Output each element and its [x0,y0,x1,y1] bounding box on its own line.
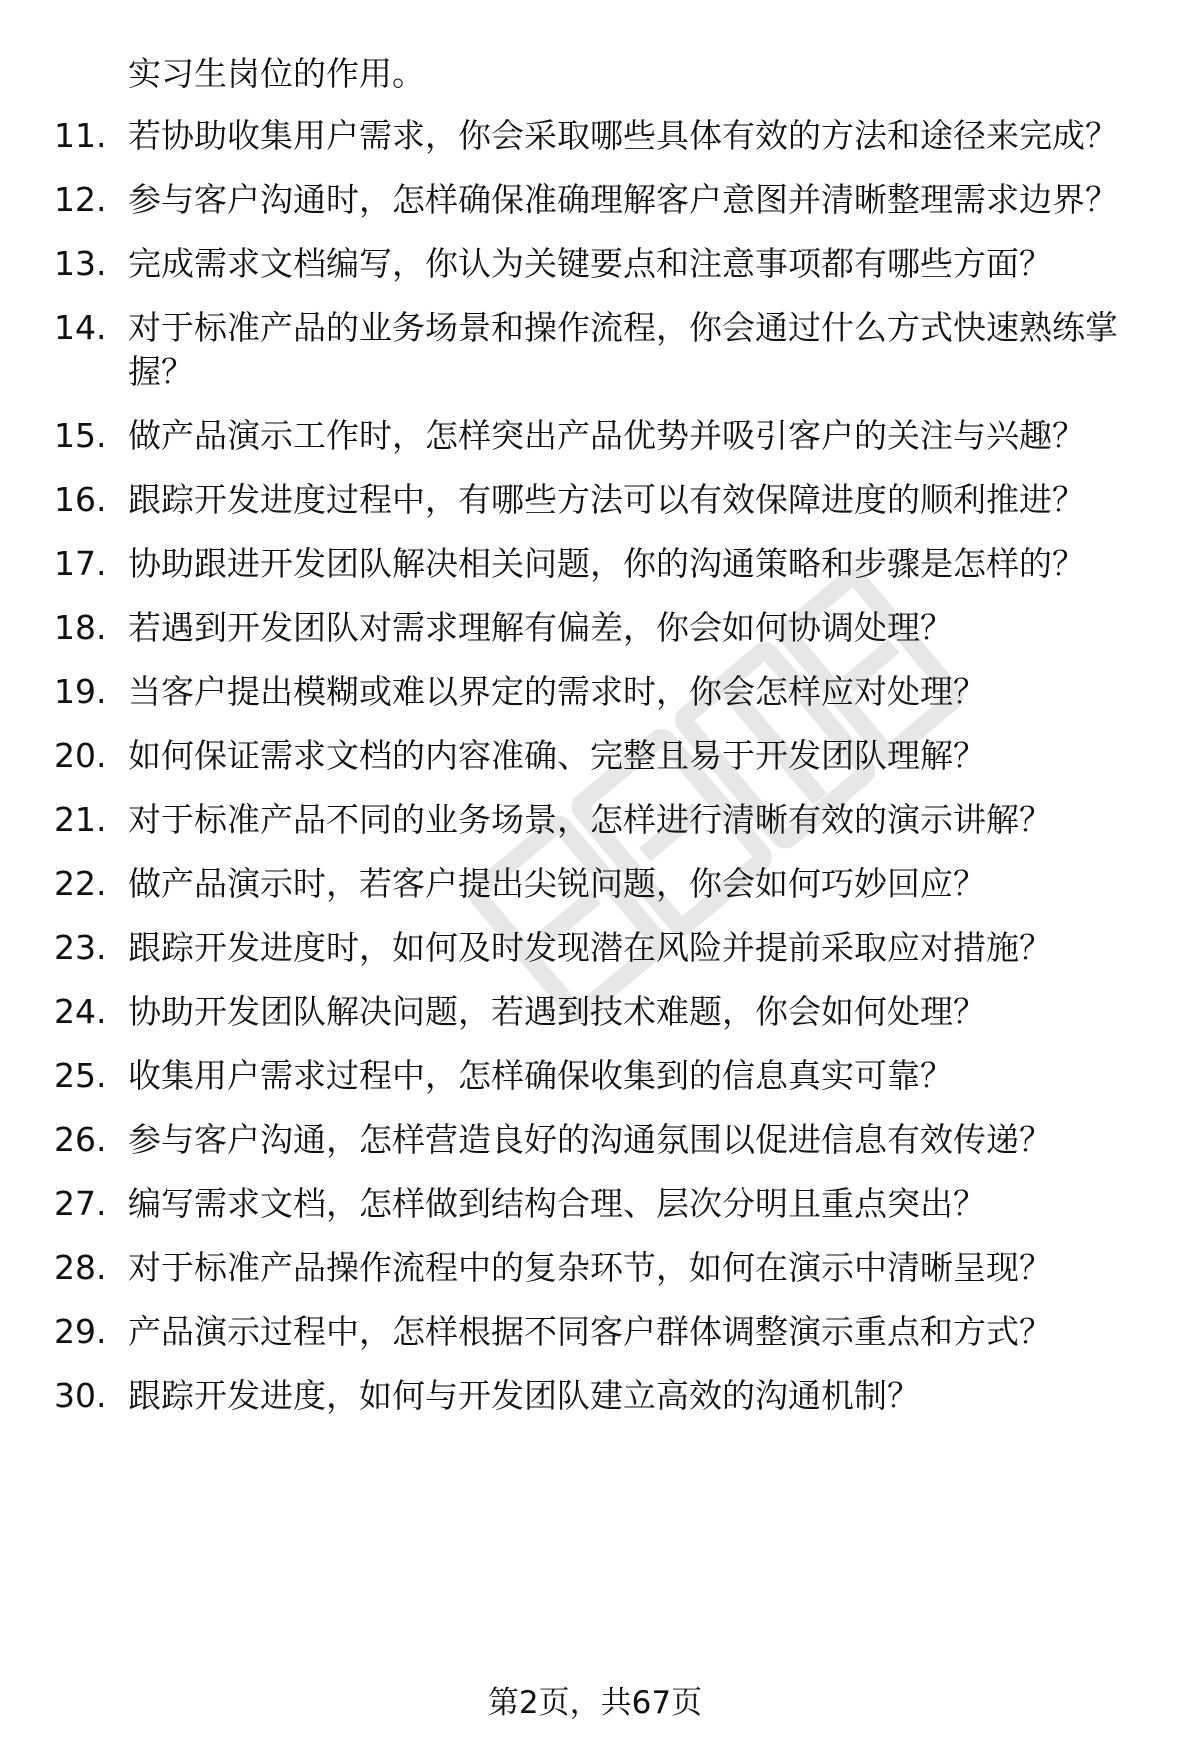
question-number: 20. [54,736,107,775]
question-item [54,1054,1144,1098]
question-text: 对于标准产品的业务场景和操作流程，你会通过什么方式快速熟练掌握？ [128,308,1118,391]
question-text: 对于标准产品操作流程中的复杂环节，如何在演示中清晰呈现？ [128,1248,1052,1287]
question-item [54,862,1144,906]
question-number: 23. [54,928,107,967]
question-text: 当客户提出模糊或难以界定的需求时，你会怎样应对处理？ [128,672,986,711]
question-number: 30. [54,1376,107,1415]
question-number: 14. [54,308,107,347]
question-item [54,990,1144,1034]
question-number: 21. [54,800,107,839]
question-text: 做产品演示工作时，怎样突出产品优势并吸引客户的关注与兴趣？ [128,416,1085,455]
question-text: 跟踪开发进度，如何与开发团队建立高效的沟通机制？ [128,1376,920,1415]
question-text: 若遇到开发团队对需求理解有偏差，你会如何协调处理？ [128,608,953,647]
page-indicator: 第2页，共67页 [487,1685,703,1721]
question-number: 26. [54,1120,107,1159]
question-item [54,478,1144,522]
question-text: 参与客户沟通，怎样营造良好的沟通氛围以促进信息有效传递？ [128,1120,1052,1159]
question-item [54,178,1144,222]
question-item [54,1246,1144,1290]
question-item [54,734,1144,778]
question-number: 18. [54,608,107,647]
continuation-text: 实习生岗位的作用。 [128,54,425,93]
question-text: 若协助收集用户需求，你会采取哪些具体有效的方法和途径来完成？ [128,116,1118,155]
question-item [54,926,1144,970]
question-text: 参与客户沟通时，怎样确保准确理解客户意图并清晰整理需求边界？ [128,180,1118,219]
question-item [54,1310,1144,1354]
question-text: 产品演示过程中，怎样根据不同客户群体调整演示重点和方式？ [128,1312,1052,1351]
question-text: 编写需求文档，怎样做到结构合理、层次分明且重点突出？ [128,1184,986,1223]
question-number: 15. [54,416,107,455]
question-text: 协助跟进开发团队解决相关问题，你的沟通策略和步骤是怎样的？ [128,544,1085,583]
question-item [54,670,1144,714]
question-item [54,542,1144,586]
question-number: 28. [54,1248,107,1287]
question-number: 24. [54,992,107,1031]
question-item [54,1182,1144,1226]
question-item [54,242,1144,286]
question-item [54,1374,1144,1418]
question-number: 16. [54,480,107,519]
question-item [54,1118,1144,1162]
question-number: 22. [54,864,107,903]
question-number: 29. [54,1312,107,1351]
question-text: 完成需求文档编写，你认为关键要点和注意事项都有哪些方面？ [128,244,1052,283]
question-number: 12. [54,180,107,219]
question-list [54,114,1144,1438]
question-number: 17. [54,544,107,583]
question-text: 对于标准产品不同的业务场景，怎样进行清晰有效的演示讲解？ [128,800,1052,839]
question-item [54,606,1144,650]
question-item [54,414,1144,458]
question-number: 13. [54,244,107,283]
question-text: 如何保证需求文档的内容准确、完整且易于开发团队理解？ [128,736,986,775]
question-number: 25. [54,1056,107,1095]
question-item [54,798,1144,842]
question-item [54,114,1144,158]
question-number: 19. [54,672,107,711]
question-text: 做产品演示时，若客户提出尖锐问题，你会如何巧妙回应？ [128,864,986,903]
question-number: 11. [54,116,107,155]
question-text: 跟踪开发进度时，如何及时发现潜在风险并提前采取应对措施？ [128,928,1052,967]
question-item [54,306,1144,394]
question-text: 收集用户需求过程中，怎样确保收集到的信息真实可靠？ [128,1056,953,1095]
question-number: 27. [54,1184,107,1223]
question-text: 跟踪开发进度过程中，有哪些方法可以有效保障进度的顺利推进？ [128,480,1085,519]
question-text: 协助开发团队解决问题，若遇到技术难题，你会如何处理？ [128,992,986,1031]
